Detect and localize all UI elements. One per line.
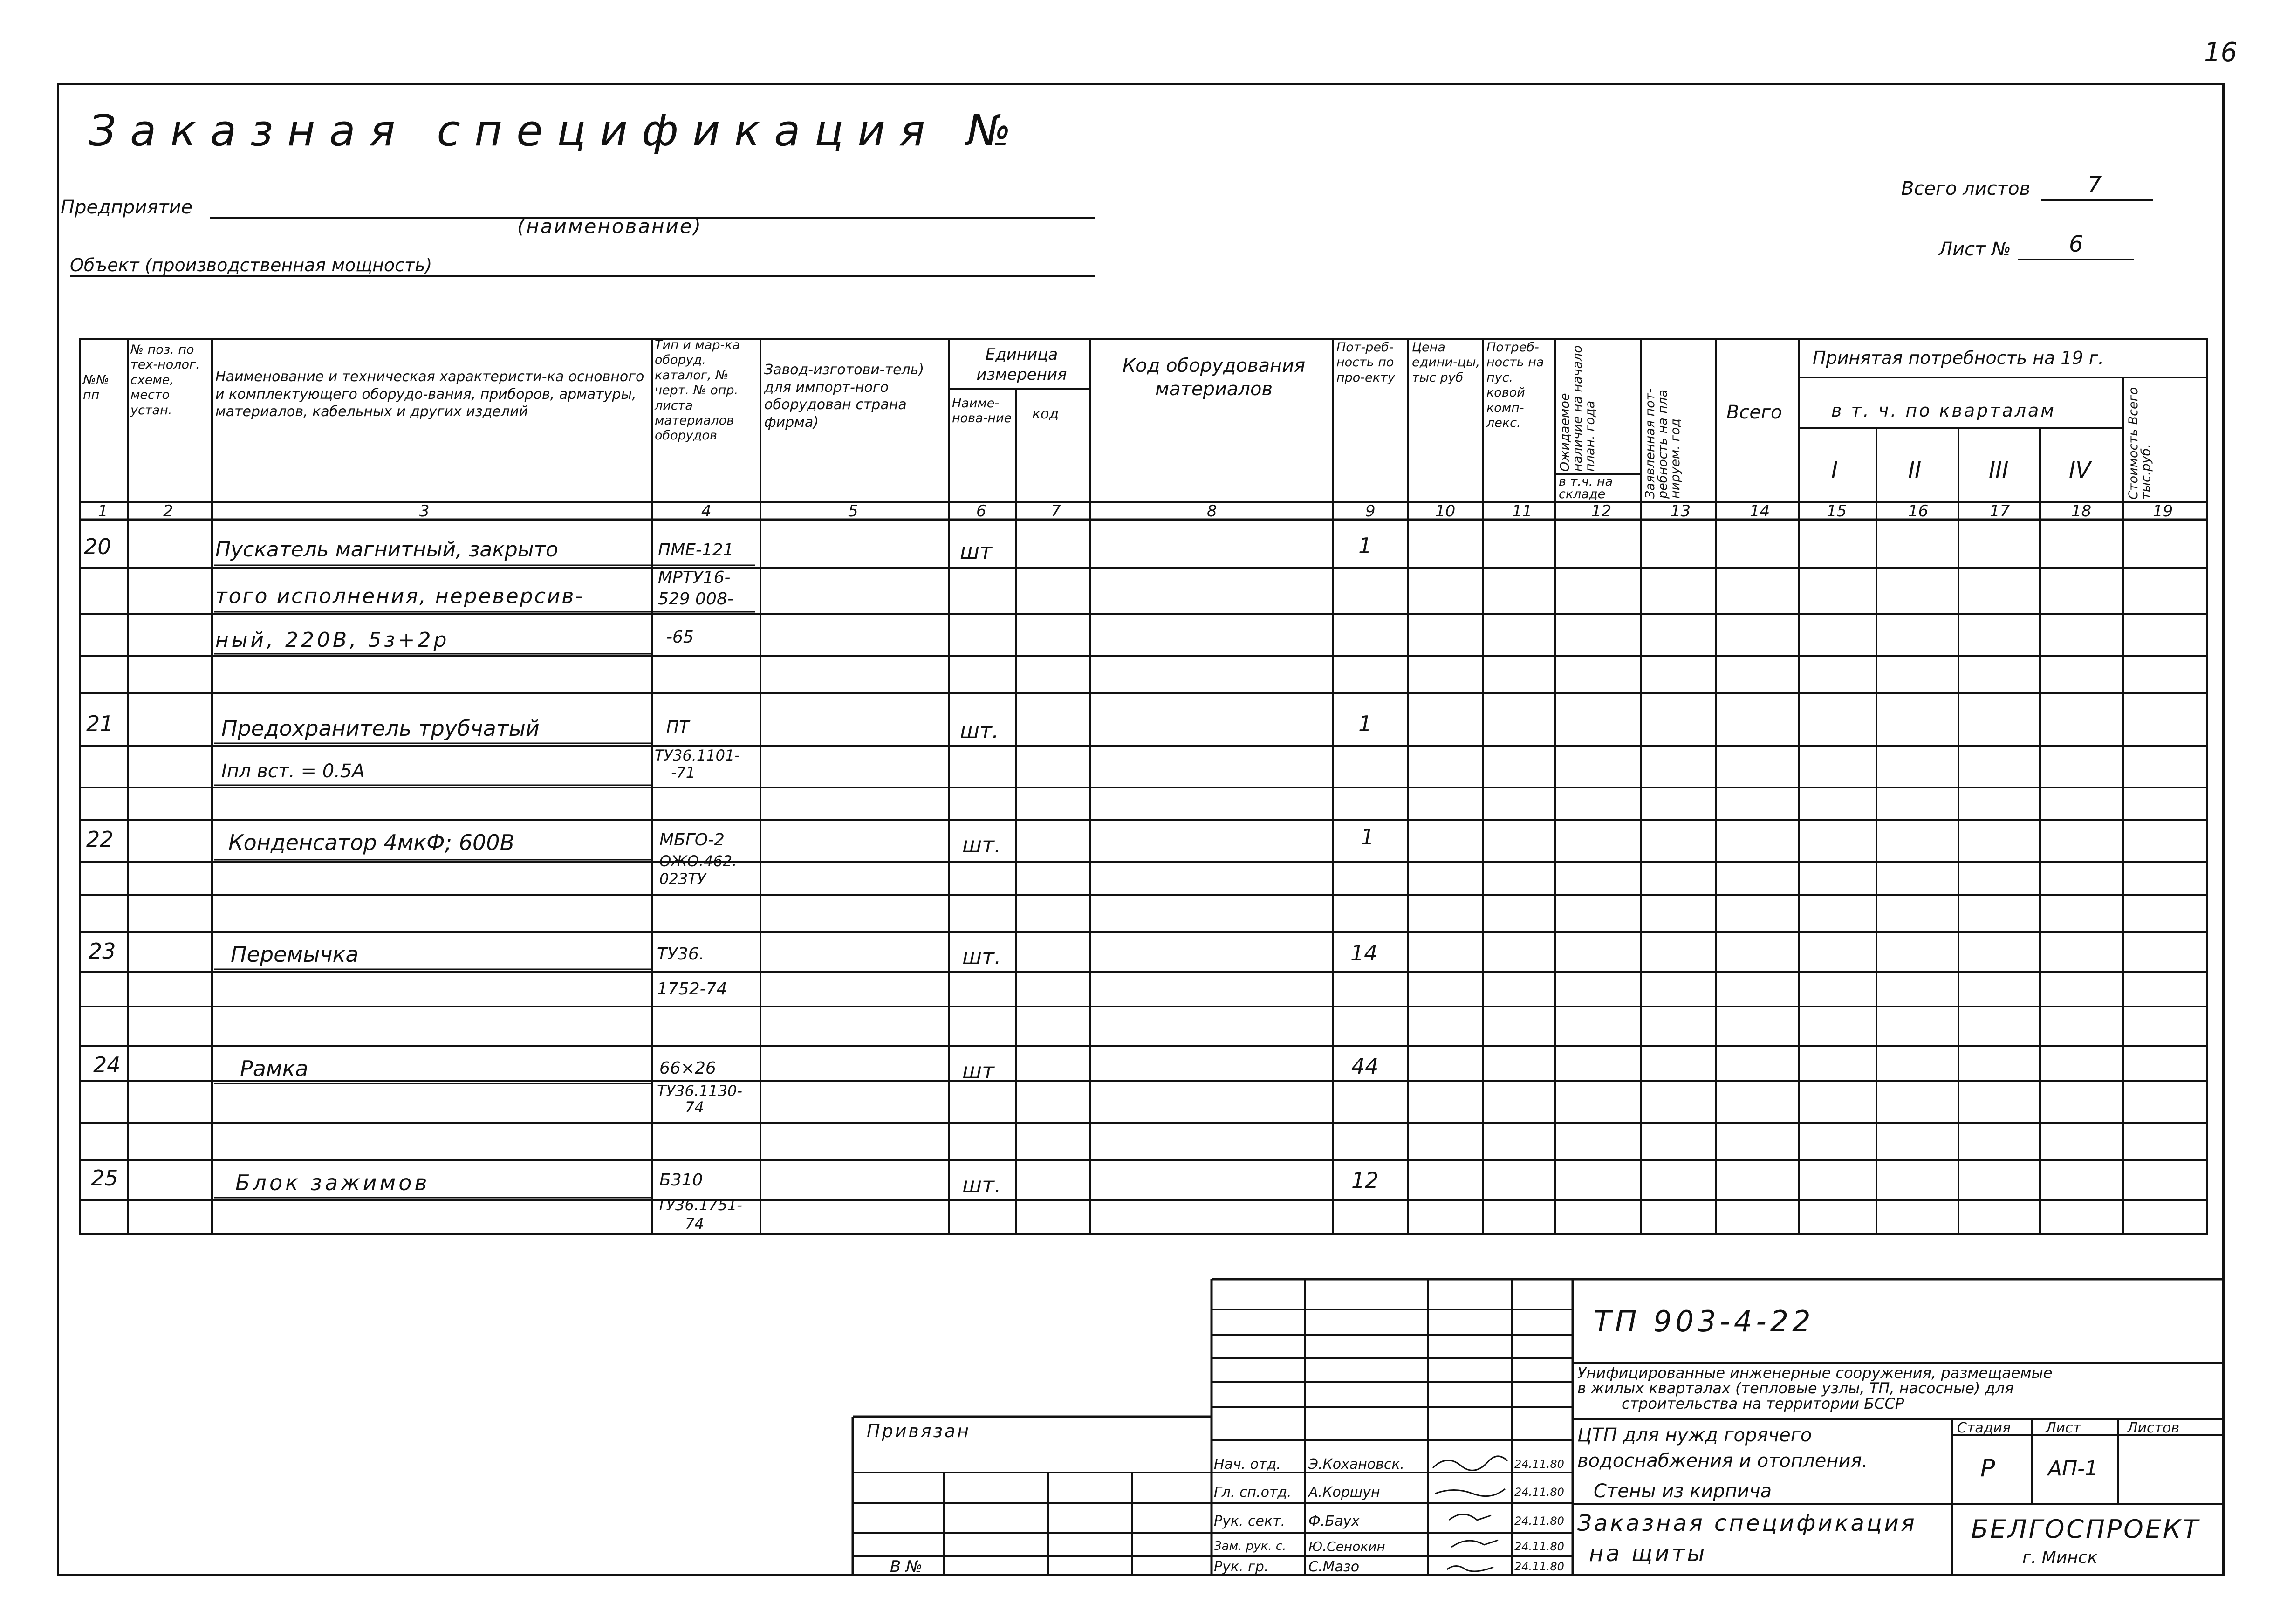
staff-date: 24.11.80 [1514, 1540, 1564, 1553]
col-number: 7 [1051, 502, 1061, 521]
item-type: ОЖО.462. [659, 852, 737, 870]
item-name: Рамка [240, 1056, 308, 1081]
row-number: 24 [93, 1052, 121, 1077]
item-unit: шт [960, 539, 992, 564]
bound-label: Привязан [867, 1421, 971, 1441]
item-name: Блок зажимов [235, 1170, 430, 1195]
staff-name: Э.Кохановск. [1308, 1456, 1405, 1473]
item-type: 1752-74 [657, 980, 727, 999]
row-number: 21 [86, 711, 114, 736]
item-qty: 1 [1358, 533, 1372, 558]
staff-name: Ф.Баух [1308, 1513, 1360, 1529]
col-header-total: Всего [1726, 402, 1782, 423]
item-name: Пускатель магнитный, закрыто [215, 538, 559, 562]
item-type: МРТУ16- [658, 568, 731, 587]
item-qty: 1 [1361, 824, 1375, 850]
col-header-pos: № поз. по тех-нолог. схеме, место устан. [130, 343, 200, 418]
staff-role: Рук. сект. [1214, 1513, 1286, 1529]
item-qty: 14 [1350, 940, 1378, 966]
item-type: 529 008- [658, 589, 733, 609]
item-type: -71 [671, 764, 696, 781]
item-type: Б310 [659, 1171, 703, 1190]
sheet-no-value: 6 [2069, 231, 2083, 257]
work-title: водоснабжения и отопления. [1577, 1450, 1868, 1472]
item-unit: шт [962, 1058, 994, 1083]
item-type: -65 [666, 628, 694, 647]
col-header-in-stock: в т.ч. на складе [1559, 474, 1613, 501]
col-number: 19 [2153, 502, 2173, 521]
col-header-accepted: Принятая потребность на 19 г. [1813, 348, 2104, 368]
signature-mark [1435, 1489, 1505, 1496]
item-name: Конденсатор 4мкФ; 600В [228, 830, 515, 855]
col-number: 11 [1512, 502, 1533, 521]
staff-name: А.Коршун [1308, 1484, 1380, 1501]
col-header-need-complex: Потреб-ность на пус. ковой комп-лекс. [1486, 340, 1544, 430]
col-header-maker: Завод-изготови-тель) для импорт-ного оборудован страна фирма) [764, 362, 924, 431]
item-unit: шт. [960, 718, 999, 743]
col-number: 3 [419, 502, 430, 521]
signature-mark [1451, 1540, 1498, 1547]
item-unit: шт. [962, 1172, 1001, 1198]
org-city: г. Минск [2022, 1548, 2098, 1567]
stage-label: Стадия [1957, 1420, 2011, 1436]
staff-role: Зам. рук. с. [1214, 1539, 1287, 1553]
row-number: 25 [91, 1165, 118, 1191]
org-name: БЕЛГОСПРОЕКТ [1971, 1514, 2200, 1544]
item-type: 66×26 [659, 1059, 716, 1078]
col-header-declared: Заявленная пот-ребность на пла нируем. год [1643, 388, 1683, 499]
item-type: 74 [685, 1215, 704, 1233]
item-type: 023ТУ [659, 870, 706, 888]
object-label: Объект (производственная мощность) [70, 255, 432, 275]
staff-role: Гл. сп.отд. [1214, 1484, 1292, 1501]
col-number: 1 [98, 502, 108, 521]
project-code: ТП 903-4-22 [1594, 1304, 1814, 1338]
item-qty: 44 [1351, 1054, 1379, 1079]
item-type: МБГО-2 [659, 830, 725, 850]
col-number: 14 [1750, 502, 1770, 521]
name-caption: (наименование) [517, 215, 703, 238]
col-header-unit-code: код [1032, 406, 1059, 422]
col-number: 5 [848, 502, 858, 521]
col-number: 4 [701, 502, 712, 521]
signature-mark [1433, 1456, 1507, 1470]
item-type: ТУ36. [657, 945, 705, 964]
item-name: Iпл вст. = 0.5А [221, 761, 365, 782]
staff-name: Ю.Сенокин [1308, 1539, 1385, 1554]
col-header-equip-code: Код оборудования материалов [1122, 355, 1306, 400]
enterprise-label: Предприятие [61, 197, 193, 218]
col-header-unit: Единица измерения [976, 345, 1067, 384]
work-title: Стены из кирпича [1594, 1480, 1772, 1502]
col-number: 17 [1990, 502, 2010, 521]
col-header-by-quarters: в т. ч. по кварталам [1831, 400, 2056, 421]
staff-date: 24.11.80 [1514, 1514, 1564, 1528]
signature-mark [1449, 1514, 1491, 1521]
sheet-value: АП-1 [2048, 1457, 2098, 1480]
item-qty: 1 [1358, 711, 1372, 736]
col-header-q2: II [1908, 457, 1922, 483]
col-number: 12 [1591, 502, 1612, 521]
sheet-title: на щиты [1589, 1541, 1707, 1567]
item-name: ный, 220В, 5з+2р [215, 628, 450, 652]
col-header-q1: I [1831, 457, 1838, 483]
item-unit: шт. [962, 832, 1001, 857]
col-header-name: Наименование и техническая характеристи-ка основного и комплектующего оборудо-вания, приборов, арматуры, материалов, кабельных и других изделий [215, 369, 644, 420]
item-unit: шт. [962, 944, 1001, 969]
item-name: Предохранитель трубчатый [221, 716, 540, 741]
col-number: 9 [1365, 502, 1376, 521]
item-type: ТУ36.1751- [657, 1196, 742, 1214]
col-header-need: Пот-реб-ность по про-екту [1336, 340, 1395, 385]
project-description: строительства на территории БССР [1622, 1395, 1904, 1412]
page-title: Заказная спецификация № [89, 106, 1026, 156]
col-number: 8 [1207, 502, 1217, 521]
col-header-q3: III [1989, 457, 2009, 483]
col-number: 15 [1827, 502, 1847, 521]
staff-role: Рук. гр. [1214, 1559, 1269, 1575]
col-header-type: Тип и мар-ка оборуд. каталог, № черт. № опр. листа материалов оборудов [655, 338, 740, 443]
item-type: ТУ36.1101- [655, 747, 740, 764]
stage-value: Р [1980, 1454, 1995, 1482]
total-sheets-value: 7 [2088, 171, 2102, 198]
item-type: 74 [685, 1098, 704, 1116]
staff-date: 24.11.80 [1514, 1486, 1564, 1499]
staff-date: 24.11.80 [1514, 1458, 1564, 1471]
item-type: ТУ36.1130- [657, 1082, 742, 1100]
item-type: ПМЕ-121 [658, 541, 734, 560]
col-number: 10 [1435, 502, 1456, 521]
row-number: 20 [84, 534, 111, 559]
col-number: 2 [163, 502, 173, 521]
total-sheets-label: Всего листов [1901, 178, 2031, 199]
col-header-expected: Ожидаемое наличие на начало план. года [1558, 345, 1597, 472]
sheet-label: Лист [2046, 1420, 2081, 1436]
sheet-no-label: Лист № [1938, 239, 2011, 260]
col-header-q4: IV [2069, 457, 2091, 483]
row-number: 23 [89, 939, 116, 964]
item-name: Перемычка [231, 942, 359, 967]
col-number: 6 [976, 502, 986, 521]
signature-mark [1447, 1566, 1493, 1572]
col-number: 13 [1671, 502, 1691, 521]
row-number: 22 [86, 827, 114, 852]
project-description: в жилых кварталах (тепловые узлы, ТП, насосные) для [1577, 1379, 2014, 1397]
item-type: ПТ [666, 718, 690, 737]
col-number: 18 [2071, 502, 2092, 521]
sheets-label: Листов [2127, 1420, 2180, 1436]
staff-role: Нач. отд. [1214, 1456, 1281, 1473]
item-qty: 12 [1351, 1168, 1379, 1193]
project-description: Унифицированные инженерные сооружения, размещаемые [1577, 1364, 2053, 1382]
staff-name: С.Мазо [1308, 1559, 1360, 1575]
col-number: 16 [1908, 502, 1929, 521]
col-header-cost: Стоимость Всего тыс.руб. [2126, 387, 2153, 500]
item-name: того исполнения, нереверсив- [215, 584, 584, 608]
sheet-number: 16 [2204, 37, 2238, 68]
work-title: ЦТП для нужд горячего [1577, 1425, 1812, 1446]
col-header-price: Цена едини-цы, тыс руб [1412, 340, 1480, 385]
col-header-unit-name: Наиме-нова-ние [952, 396, 1012, 426]
staff-date: 24.11.80 [1514, 1560, 1564, 1573]
sheet-title: Заказная спецификация [1577, 1510, 1917, 1536]
col-header-num: №№ пп [83, 373, 110, 403]
inv-label: В № [890, 1557, 923, 1576]
